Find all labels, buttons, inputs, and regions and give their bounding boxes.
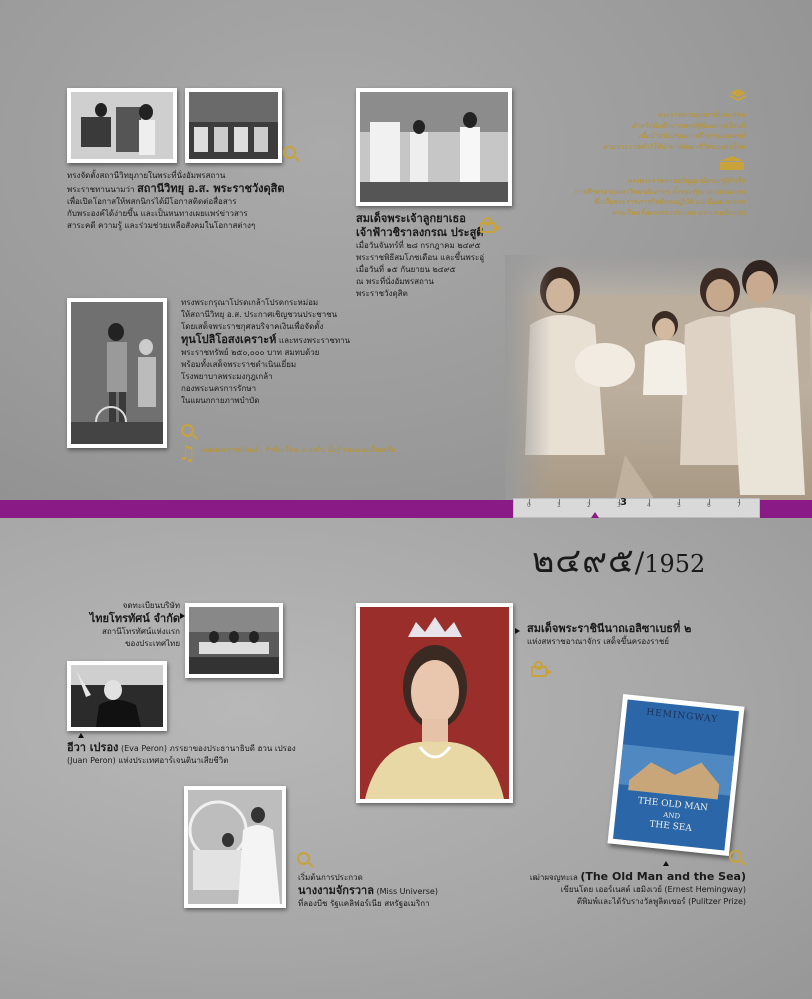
book-cover: HEMINGWAY THE OLD MAN AND THE SEA xyxy=(607,694,744,856)
radio-photo-2 xyxy=(185,88,282,163)
degree-note: ทรงพระราชทานปริญญาบัตรแก่ผู้สำเร็จ การศึกษาจากมหาวิทยาลัยต่างๆ ทั้งของรัฐบาลและเอกชน ซึ่งเป็นพระราชภารกิจที่ทรงปฏิบัติ ต่อเนื่องมาตลอด ทรงเป็นครั้งแรกของประเทศ ตราบจนปัจจุบัน xyxy=(573,177,745,217)
tv-caption: จดทะเบียนบริษัท ไทยโทรทัศน์ จำกัด สถานีโทรทัศน์แห่งแรก ของประเทศไทย xyxy=(89,601,180,648)
eva-peron-name: อีวา เปรอง xyxy=(67,741,119,754)
polio-visit-photo xyxy=(67,298,167,448)
miss-universe-photo xyxy=(184,786,286,908)
graduation-icon xyxy=(718,155,746,169)
video-camera-icon[interactable] xyxy=(531,666,547,677)
radio-photo-1 xyxy=(67,88,177,163)
magnifier-icon[interactable] xyxy=(283,146,296,159)
tv-studio-photo xyxy=(185,603,283,678)
music-note-icon[interactable]: ♫ xyxy=(178,441,196,465)
book-caption: เฒ่าผจญทะเล (The Old Man and the Sea) เขียนโดย เออร์เนสต์ เฮมิงเวย์ (Ernest Hemingway) ตีพิมพ์และได้รับรางวัลพูลิตเซอร์ (Pulitzer Prize) xyxy=(529,870,746,906)
timeline-ruler: 0 1 2 3 4 5 6 7 xyxy=(513,498,760,518)
timeline-pointer xyxy=(591,512,599,518)
eva-peron-photo xyxy=(67,661,167,731)
royal-songs-note: เพลงพระราชนิพนธ์ : รักคืนเรือน, ยามค่ำ, ยิ้มสู้ และยามเย็นเพลิน xyxy=(200,446,396,454)
miss-universe-name: นางงามจักรวาล xyxy=(298,884,374,897)
timeline-band-right xyxy=(760,500,812,518)
magnifier-icon[interactable] xyxy=(181,424,194,437)
prince-birth-caption: สมเด็จพระเจ้าลูกยาเธอ เจ้าฟ้าวชิราลงกรณ ประสูติ เมื่อวันจันทร์ที่ ๒๘ กรกฎาคม ๒๔๙๕ พระราชพิธีสมโภชเดือน และขึ้นพระอู่ เมื่อวันที่ ๑๕ กันยายน ๒๔๙๕ ณ พระที่นั่งอัมพรสถาน พระราชวังดุสิต xyxy=(356,212,485,298)
year-gregorian: 1952 xyxy=(644,550,706,578)
year-heading: ๒๔๙๕/1952 xyxy=(532,541,706,581)
stack-icon xyxy=(730,88,746,102)
pointer-marker xyxy=(515,628,520,634)
magnifier-icon[interactable] xyxy=(297,852,310,865)
year-thai: ๒๔๙๕ xyxy=(532,541,635,581)
book-cover-author: HEMINGWAY xyxy=(645,707,719,726)
radio-station-name: สถานีวิทยุ อ.ส. พระราชวังดุสิต xyxy=(137,182,285,195)
timeline-marker-label: 3 xyxy=(620,497,627,508)
polio-fund-name: ทุนโปลิโอสงเคราะห์ xyxy=(181,333,277,346)
prince-birth-photo xyxy=(356,88,512,206)
book-title: (The Old Man and the Sea) xyxy=(580,870,746,883)
scholarship-note: พระราชทานทุนอานันทมหิดล สำหรับนักศึกษาแพทย์ผู้มีผลการเรียนดี เพื่อนำสนับสนุนการศึกษาของแพทย์ ตามพระราชดำริให้นำมาพัฒนาชีวิตของคนไทย xyxy=(602,111,745,151)
pointer-marker xyxy=(663,861,669,866)
royal-family-photo xyxy=(505,255,812,500)
timeline-band-left xyxy=(0,500,513,518)
pointer-marker xyxy=(78,733,84,738)
queen-portrait-photo xyxy=(356,603,513,803)
video-camera-icon[interactable] xyxy=(480,222,496,233)
magnifier-icon[interactable] xyxy=(729,850,742,863)
queen-caption: สมเด็จพระราชินีนาถเอลิซาเบธที่ ๒ แห่งสหราชอาณาจักร เสด็จขึ้นครองราชย์ xyxy=(527,622,692,646)
radio-caption: ทรงจัดตั้งสถานีวิทยุภายในพระที่นั่งอัมพรสถาน พระราชทานนามว่า สถานีวิทยุ อ.ส. พระราชวังดุสิต เพื่อเปิดโอกาสให้พสกนิกรได้มีโอกาสติดต่อสื่อสาร กับพระองค์ได้ง่ายขึ้น และเป็นหนทางเผยแพร่ข่าวสาร สาระคดี ความรู้ และร่วมช่วยเหลือสังคมในโอกาสต่างๆ xyxy=(67,171,285,230)
eva-peron-caption: อีวา เปรอง (Eva Peron) ภรรยาของประธานาธิบดี ฮวน เปรอง (Juan Peron) แห่งประเทศอาร์เจนตินาเสียชีวิต xyxy=(67,741,296,765)
polio-caption: ทรงพระกรุณาโปรดเกล้าโปรดกระหม่อม ให้สถานีวิทยุ อ.ส. ประกาศเชิญชวนประชาชน โดยเสด็จพระราชกุศลบริจาคเงินเพื่อจัดตั้ง ทุนโปลิโอสงเคราะห์ และทรงพระราชทาน พระราชทรัพย์ ๒๕๐,๐๐๐ บาท สมทบด้วย พร้อมทั้งเสด็จพระราชดำเนินเยี่ยม โรงพยาบาลพระมงกุฎเกล้า กองพระนครการรักษา ในแผนกกายภาพบำบัด xyxy=(181,298,351,405)
miss-universe-caption: เริ่มต้นการประกวด นางงามจักรวาล (Miss Universe) ที่ลองบีช รัฐแคลิฟอร์เนีย สหรัฐอเมริกา xyxy=(298,873,438,908)
